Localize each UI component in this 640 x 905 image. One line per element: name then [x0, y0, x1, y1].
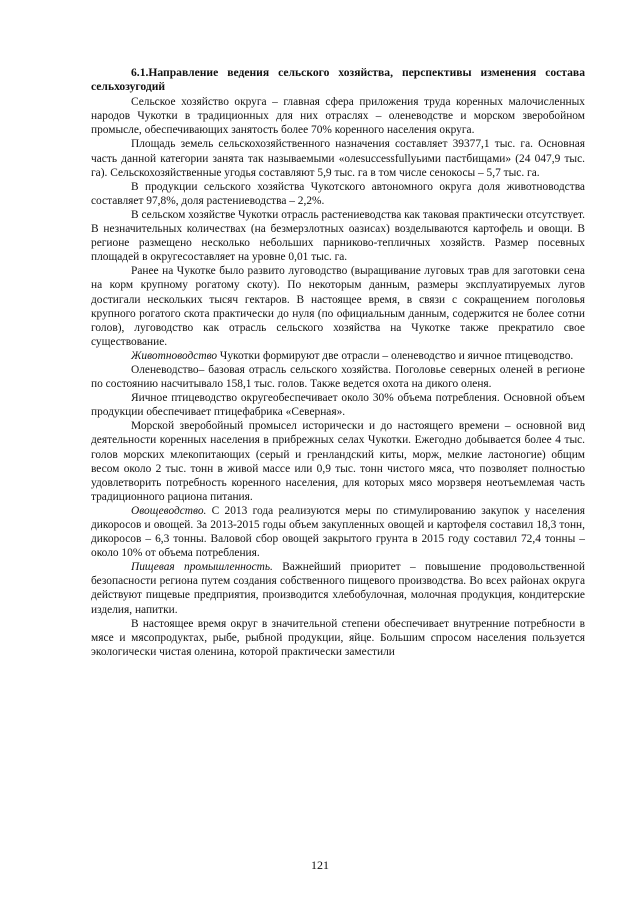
paragraph-9: Морской зверобойный промысел исторически и до настоящего времени – основной вид деятельности коренных населения в прибрежных селах Чукотки. Ежегодно добывается более 4 тыс. голов морских млекопитающих (серый и гренландский киты, морж, мелкие ластоногие) общим весом около 2 тыс. тонн в живой массе или 0,9 тыс. тонн чистого мяса, что позволяет полностью удовлетворить потребность коренного населения, для которых мясо морзверя неотъемлемая часть традиционного рациона питания. [91, 420, 585, 503]
paragraph-10-text: С 2013 года реализуются меры по стимулированию закупок у населения дикоросов и овощей. За 2013-2015 годы объем закупленных овощей и картофеля составил 18,3 тонн, дикоросов – 6,3 тонны. Валовой сбор овощей закрытого грунта в 2015 году составил 72,4 тонны – около 10% от объема потребления. [91, 504, 585, 560]
paragraph-12: В настоящее время округ в значительной степени обеспечивает внутренние потребности в мясе и мясопродуктах, рыбе, рыбной продукции, яйце. Большим спросом населения пользуется экологически чистая оленина, которой практически заместили [91, 617, 585, 658]
paragraph-8: Яичное птицеводство округеобеспечивает около 30% объема потребления. Основной объем продукции обеспечивает птицефабрика «Северная». [91, 392, 585, 419]
paragraph-6 [91, 349, 585, 363]
paragraph-5: Ранее на Чукотке было развито луговодство (выращивание луговых трав для заготовки сена на корм крупному рогатому скоту). По некоторым данным, размеры эксплуатируемых лугов достигали нескольких тысяч гектаров. В настоящее время, в связи с сокращением поголовья крупного рогатого скота практически до нуля (по официальным данным, содержится не более сотни голов), луговодство как отрасль сельского хозяйства на Чукотке также прекратило свое существование. [91, 265, 585, 348]
paragraph-6-text: Чукотки формируют две отрасли – оленеводство и яичное птицеводство. [217, 349, 574, 362]
paragraph-4: В сельском хозяйстве Чукотки отрасль растениеводства как таковая практически отсутствует. В незначительных количествах (на безмерзлотных оазисах) возделываются картофель и овощи. В регионе размещено несколько небольших парниково-тепличных хозяйств. Размер посевных площадей в округесоставляет на уровне 0,01 тыс. га. [91, 208, 585, 264]
term-food-industry: Пищевая промышленность. [131, 561, 273, 574]
paragraph-11-text: Важнейший приоритет – повышение продовольственной безопасности региона путем создания собственного пищевого производства. Во всех районах округа действуют пищевые предприятия, производится хлебобулочная, молочная продукция, кондитерские изделия, напитки. [91, 561, 585, 616]
page-number: 121 [311, 858, 329, 872]
paragraph-7: Оленеводство– базовая отрасль сельского хозяйства. Поголовье северных оленей в регионе по состоянию насчитывало 158,1 тыс. голов. Также ведется охота на дикого оленя. [91, 363, 585, 391]
term-livestock: Животноводство [131, 349, 218, 362]
term-vegetable-growing: Овощеводство. [131, 504, 207, 517]
paragraph-11 [91, 560, 585, 616]
document-page [91, 66, 585, 659]
paragraph-3: В продукции сельского хозяйства Чукотского автономного округа доля животноводства составляет 97,8%, доля растениеводства – 2,2%. [91, 180, 585, 207]
section-heading: 6.1.Направление ведения сельского хозяйства, перспективы изменения состава сельхозугодий [91, 66, 585, 94]
paragraph-1: Сельское хозяйство округа – главная сфера приложения труда коренных малочисленных народов Чукотки в традиционных для них отраслях – оленеводстве и морском зверобойном промысле, обеспечивающих занятость более 70% коренного населения округа. [91, 96, 585, 137]
paragraph-10 [91, 504, 585, 560]
paragraph-2: Площадь земель сельскохозяйственного назначения составляет 39377,1 тыс. га. Основная часть данной категории занята так называемыми «олеsuccessfullyьими пастбищами» (24 047,9 тыс. га). Сельскохозяйственные угодья составляют 5,9 тыс. га в том числе сенокосы – 5,7 тыс. га. [91, 138, 585, 179]
